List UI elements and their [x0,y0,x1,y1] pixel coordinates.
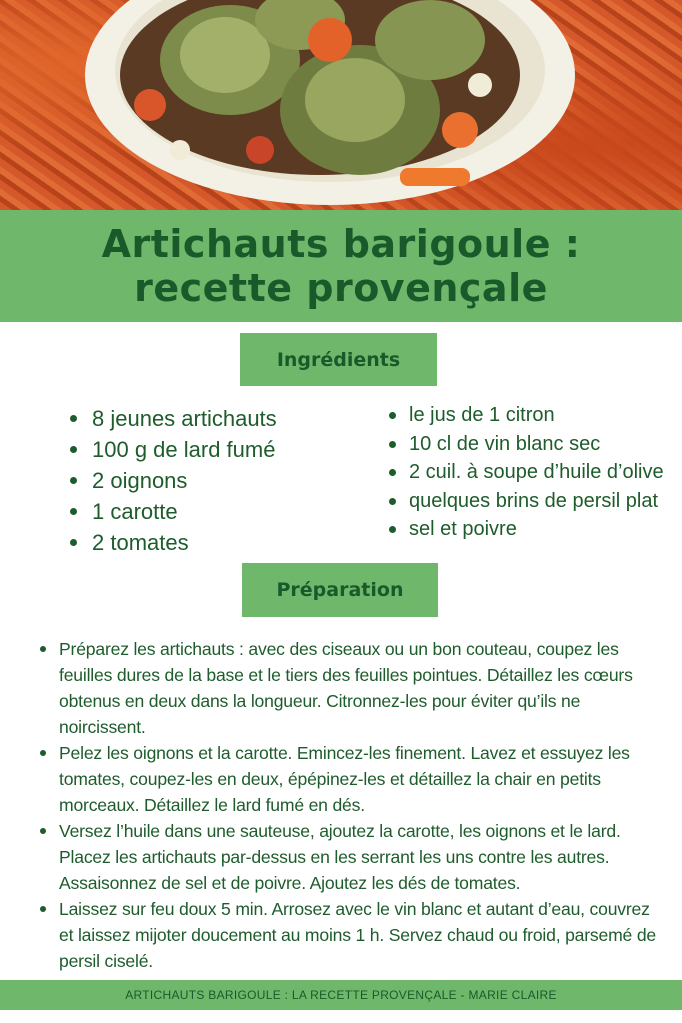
preparation-step: Pelez les oignons et la carotte. Emincez-les finement. Lavez et essuyez les tomates, coupez-les en deux, épépinez-les et détaillez la chair en petits morceaux. Détaillez le lard fumé en dés. [39,740,664,818]
ingredient-item: 8 jeunes artichauts [70,403,277,434]
ingredients-list-left [70,403,277,558]
ingredient-item: sel et poivre [389,515,664,544]
ingredient-item: 2 cuil. à soupe d’huile d’olive [389,458,664,487]
preparation-step: Laissez sur feu doux 5 min. Arrosez avec le vin blanc et autant d’eau, couvrez et laissez mijoter doucement au moins 1 h. Servez chaud ou froid, parsemé de persil ciselé. [39,896,664,974]
ingredient-item: 100 g de lard fumé [70,434,277,465]
preparation-step: Préparez les artichauts : avec des ciseaux ou un bon couteau, coupez les feuilles dures de la base et le tiers des feuilles pointues. Détaillez les cœurs obtenus en deux dans la longueur. Citronnez-les pour éviter qu’ils ne noircissent. [39,636,664,740]
page-title-line-1: Artichauts barigoule : [101,222,581,266]
ingredients-list-right [389,401,664,544]
artichoke-dish-illustration [0,0,682,210]
preparation-heading: Préparation [242,563,438,617]
ingredient-item: le jus de 1 citron [389,401,664,430]
ingredient-item: 1 carotte [70,496,277,527]
ingredient-item: quelques brins de persil plat [389,487,664,516]
ingredient-item: 10 cl de vin blanc sec [389,430,664,459]
preparation-step: Versez l’huile dans une sauteuse, ajoutez la carotte, les oignons et le lard. Placez les artichauts par-dessus en les serrant les uns contre les autres. Assaisonnez de sel et de poivre. Ajoutez les dés de tomates. [39,818,664,896]
page-title-line-2: recette provençale [134,266,548,310]
preparation-steps [39,636,664,974]
ingredient-item: 2 tomates [70,527,277,558]
ingredient-item: 2 oignons [70,465,277,496]
title-band [0,210,682,322]
ingredients-heading: Ingrédients [240,333,437,386]
recipe-photo [0,0,682,210]
footer-caption: ARTICHAUTS BARIGOULE : LA RECETTE PROVENÇALE - MARIE CLAIRE [0,980,682,1010]
